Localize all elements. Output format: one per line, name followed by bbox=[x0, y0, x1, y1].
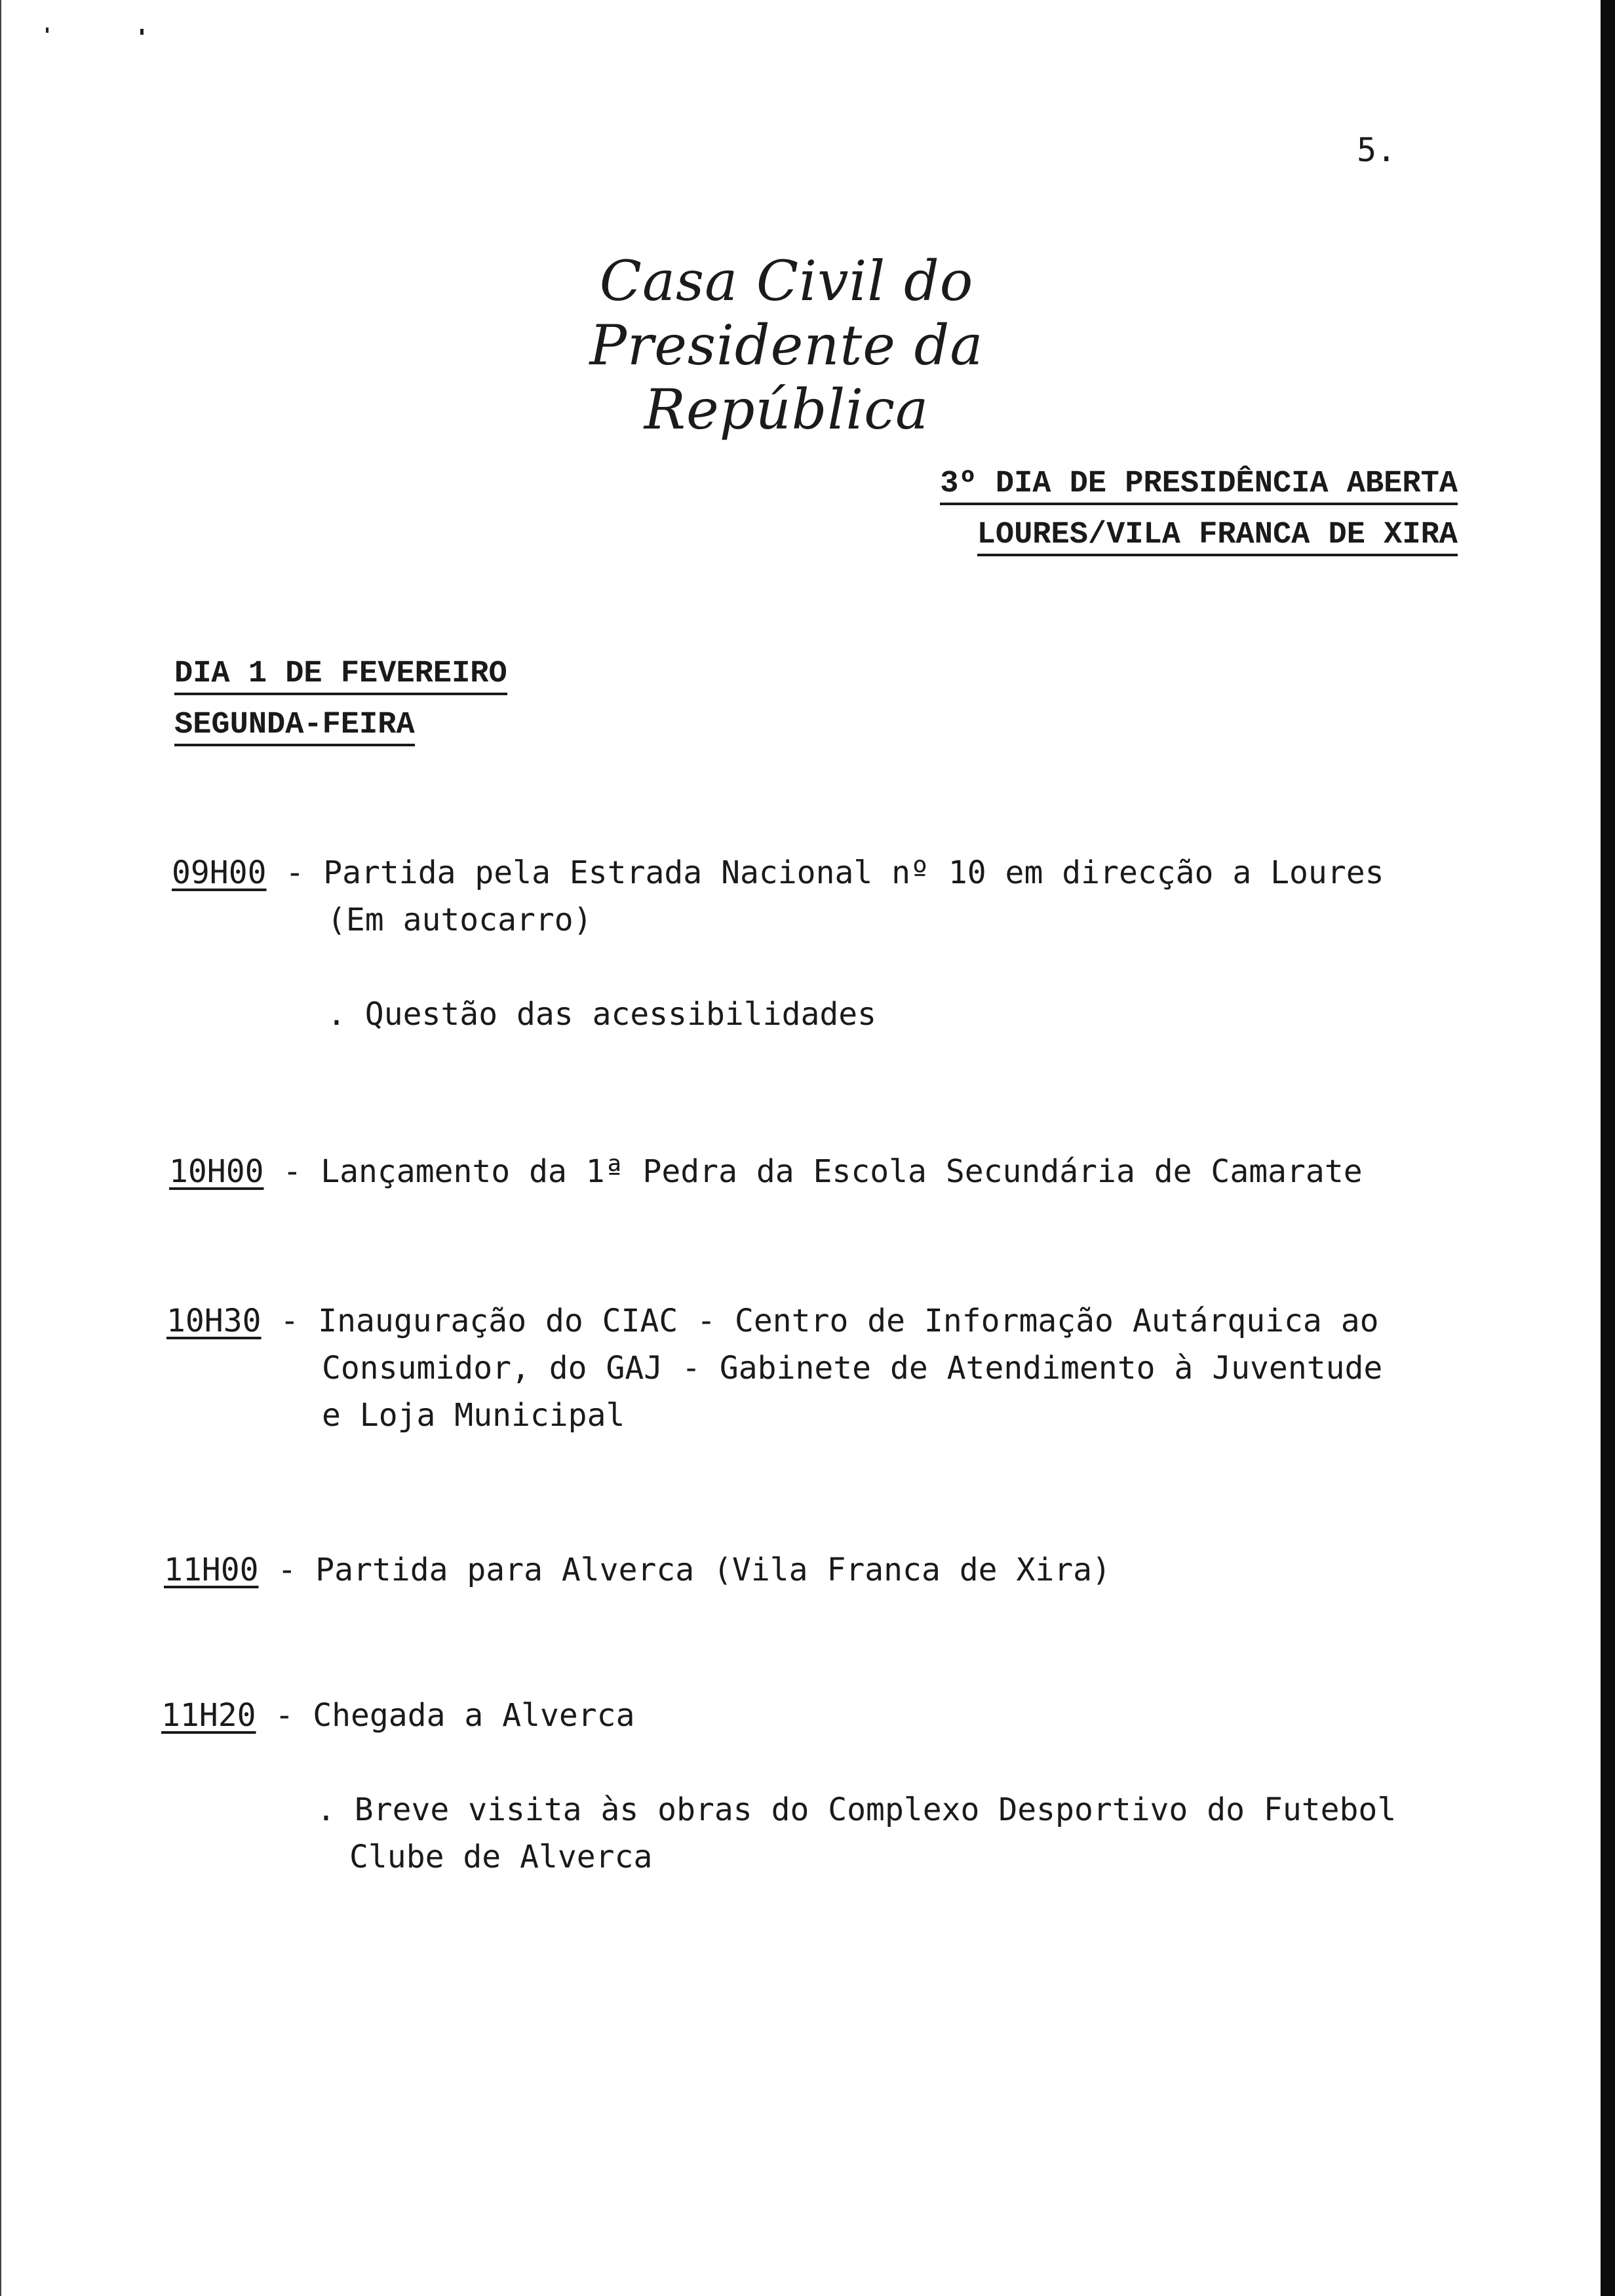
schedule-entry: 11H20 - Chegada a Alverca . Breve visita às obras do Complexo Desportivo do Futebol Clube de Alverca bbox=[161, 1692, 1472, 1881]
bullet-text: Clube de Alverca bbox=[349, 1839, 653, 1875]
entry-bullet: . Breve visita às obras do Complexo Desportivo do Futebol bbox=[317, 1791, 1397, 1828]
schedule-entry: 09H00 - Partida pela Estrada Nacional nº 10 em direcção a Loures (Em autocarro) . Questão das acessibilidades bbox=[172, 849, 1483, 1038]
title-line-2: LOURES/VILA FRANCA DE XIRA bbox=[977, 518, 1458, 556]
entry-text: Consumidor, do GAJ - Gabinete de Atendimento à Juventude bbox=[322, 1350, 1383, 1387]
page-number: 5. bbox=[1357, 131, 1397, 169]
entry-bullet: . Questão das acessibilidades bbox=[327, 996, 877, 1033]
entry-time: 10H00 bbox=[169, 1153, 264, 1190]
entry-text: Partida para Alverca (Vila Franca de Xira) bbox=[315, 1552, 1111, 1588]
schedule-entry: 10H30 - Inauguração do CIAC - Centro de Informação Autárquica ao Consumidor, do GAJ - Gabinete de Atendimento à Juventude e Loja Municipal bbox=[166, 1297, 1477, 1439]
date-line-2: SEGUNDA-FEIRA bbox=[174, 708, 415, 746]
entry-text: (Em autocarro) bbox=[327, 902, 593, 938]
schedule-entry: 10H00 - Lançamento da 1ª Pedra da Escola Secundária de Camarate bbox=[169, 1153, 1363, 1190]
scan-speck bbox=[140, 29, 144, 35]
date-heading bbox=[174, 649, 507, 751]
scan-edge-right bbox=[1601, 0, 1615, 2296]
entry-text: Lançamento da 1ª Pedra da Escola Secundária de Camarate bbox=[321, 1153, 1363, 1190]
entry-time: 09H00 bbox=[172, 854, 267, 891]
entry-text: Chegada a Alverca bbox=[313, 1697, 635, 1734]
document-title bbox=[940, 459, 1458, 561]
entry-time: 11H20 bbox=[161, 1697, 256, 1734]
schedule-entry: 11H00 - Partida para Alverca (Vila Franca de Xira) bbox=[164, 1552, 1111, 1588]
entry-text: Inauguração do CIAC - Centro de Informação Autárquica ao bbox=[318, 1303, 1379, 1339]
date-line-1: DIA 1 DE FEVEREIRO bbox=[174, 657, 507, 695]
entry-time: 11H00 bbox=[164, 1552, 259, 1588]
bullet-text: Breve visita às obras do Complexo Desportivo do Futebol bbox=[354, 1791, 1397, 1828]
entry-text: e Loja Municipal bbox=[322, 1397, 625, 1434]
letterhead: Casa Civil do Presidente da República bbox=[589, 249, 984, 442]
scan-speck bbox=[46, 28, 49, 33]
scan-edge-left bbox=[0, 0, 1, 2296]
bullet-text: Questão das acessibilidades bbox=[364, 996, 877, 1033]
title-line-1: 3º DIA DE PRESIDÊNCIA ABERTA bbox=[940, 467, 1458, 505]
entry-time: 10H30 bbox=[166, 1303, 262, 1339]
entry-text: Partida pela Estrada Nacional nº 10 em direcção a Loures bbox=[323, 854, 1384, 891]
